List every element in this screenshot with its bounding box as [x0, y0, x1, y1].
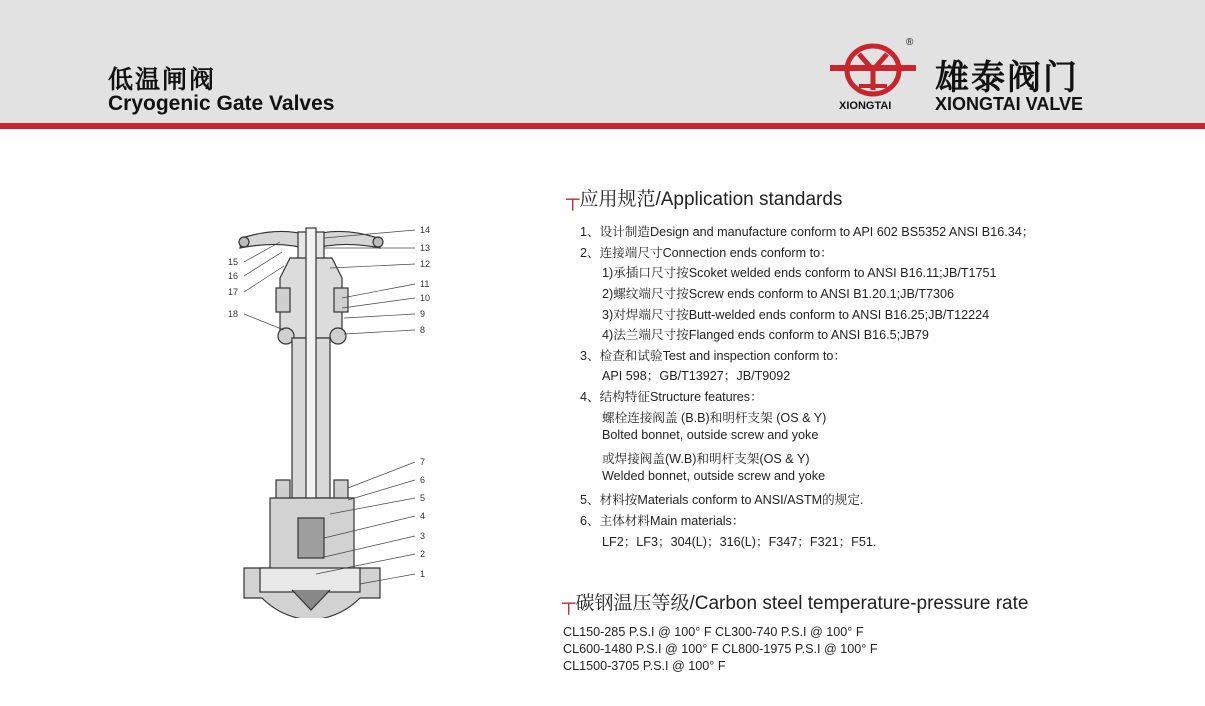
part-label-16: 16: [228, 271, 239, 281]
section-mark-icon: ┬: [566, 189, 580, 210]
part-label-17: 17: [228, 287, 239, 297]
part-label-9: 9: [420, 309, 426, 319]
standards-line-15: 6、主体材料Main materials：: [580, 514, 745, 528]
standards-line-11: Bolted bonnet, outside screw and yoke: [602, 428, 819, 442]
part-label-11: 11: [420, 279, 430, 289]
standards-line-9: 4、结构特征Structure features：: [580, 390, 763, 404]
logo-wordmark: XIONGTAI: [839, 100, 892, 112]
rate-line-1: CL150-285 P.S.I @ 100° F CL300-740 P.S.I @ 100° F: [563, 625, 864, 639]
standards-line-1: 1、设计制造Design and manufacture conform to API 602 BS5352 ANSI B16.34；: [580, 225, 1035, 239]
part-label-2: 2: [420, 549, 426, 559]
registered-mark: ®: [906, 37, 914, 48]
part-label-12: 12: [420, 259, 431, 269]
standards-line-12: 或焊接阀盖(W.B)和明杆支架(OS & Y): [602, 452, 810, 466]
page-title-cn: 低温闸阀: [108, 65, 217, 94]
part-label-5: 5: [420, 493, 426, 503]
brand-name-en: XIONGTAI VALVE: [935, 94, 1084, 114]
standards-line-2: 2、连接端尺寸Connection ends conform to：: [580, 246, 833, 260]
rates-heading-text: 碳钢温压等级/Carbon steel temperature-pressure rate: [575, 593, 1029, 614]
header-divider: [0, 123, 1205, 129]
part-label-10: 10: [420, 293, 431, 303]
section-mark-icon: ┬: [562, 593, 576, 614]
standards-line-13: Welded bonnet, outside screw and yoke: [602, 469, 826, 483]
standards-line-4: 2)螺纹端尺寸按Screw ends conform to ANSI B1.20.1;JB/T7306: [602, 287, 955, 301]
part-label-4: 4: [420, 511, 426, 521]
part-label-6: 6: [420, 475, 426, 485]
rate-line-3: CL1500-3705 P.S.I @ 100° F: [563, 659, 726, 673]
xiongtai-logo-icon: [828, 36, 918, 98]
standards-line-6: 4)法兰端尺寸按Flanged ends conform to ANSI B16.5;JB79: [602, 328, 929, 342]
valve-section-diagram: [220, 218, 450, 618]
brand-name-cn: 雄泰阀门: [935, 58, 1079, 98]
rates-heading: [562, 588, 1028, 615]
part-label-15: 15: [228, 257, 239, 267]
part-label-8: 8: [420, 325, 426, 335]
part-label-13: 13: [420, 243, 431, 253]
standards-line-10: 螺栓连接阀盖 (B.B)和明杆支架 (OS & Y): [602, 411, 827, 425]
standards-line-14: 5、材料按Materials conform to ANSI/ASTM的规定.: [580, 493, 864, 507]
page-title-en: Cryogenic Gate Valves: [108, 92, 335, 115]
part-label-7: 7: [420, 457, 426, 467]
part-label-18: 18: [228, 309, 239, 319]
standards-line-16: LF2；LF3；304(L)；316(L)；F347；F321；F51.: [602, 535, 877, 549]
standards-heading: [566, 184, 842, 211]
standards-line-5: 3)对焊端尺寸按Butt-welded ends conform to ANSI B16.25;JB/T12224: [602, 308, 990, 322]
standards-line-8: API 598；GB/T13927；JB/T9092: [602, 369, 791, 383]
rate-line-2: CL600-1480 P.S.I @ 100° F CL800-1975 P.S.I @ 100° F: [563, 642, 878, 656]
standards-line-3: 1)承插口尺寸按Scoket welded ends conform to ANSI B16.11;JB/T1751: [602, 266, 997, 280]
part-label-3: 3: [420, 531, 426, 541]
part-label-1: 1: [420, 569, 426, 579]
standards-heading-text: 应用规范/Application standards: [579, 189, 843, 210]
part-label-14: 14: [420, 225, 431, 235]
standards-line-7: 3、检查和试验Test and inspection conform to：: [580, 349, 846, 363]
